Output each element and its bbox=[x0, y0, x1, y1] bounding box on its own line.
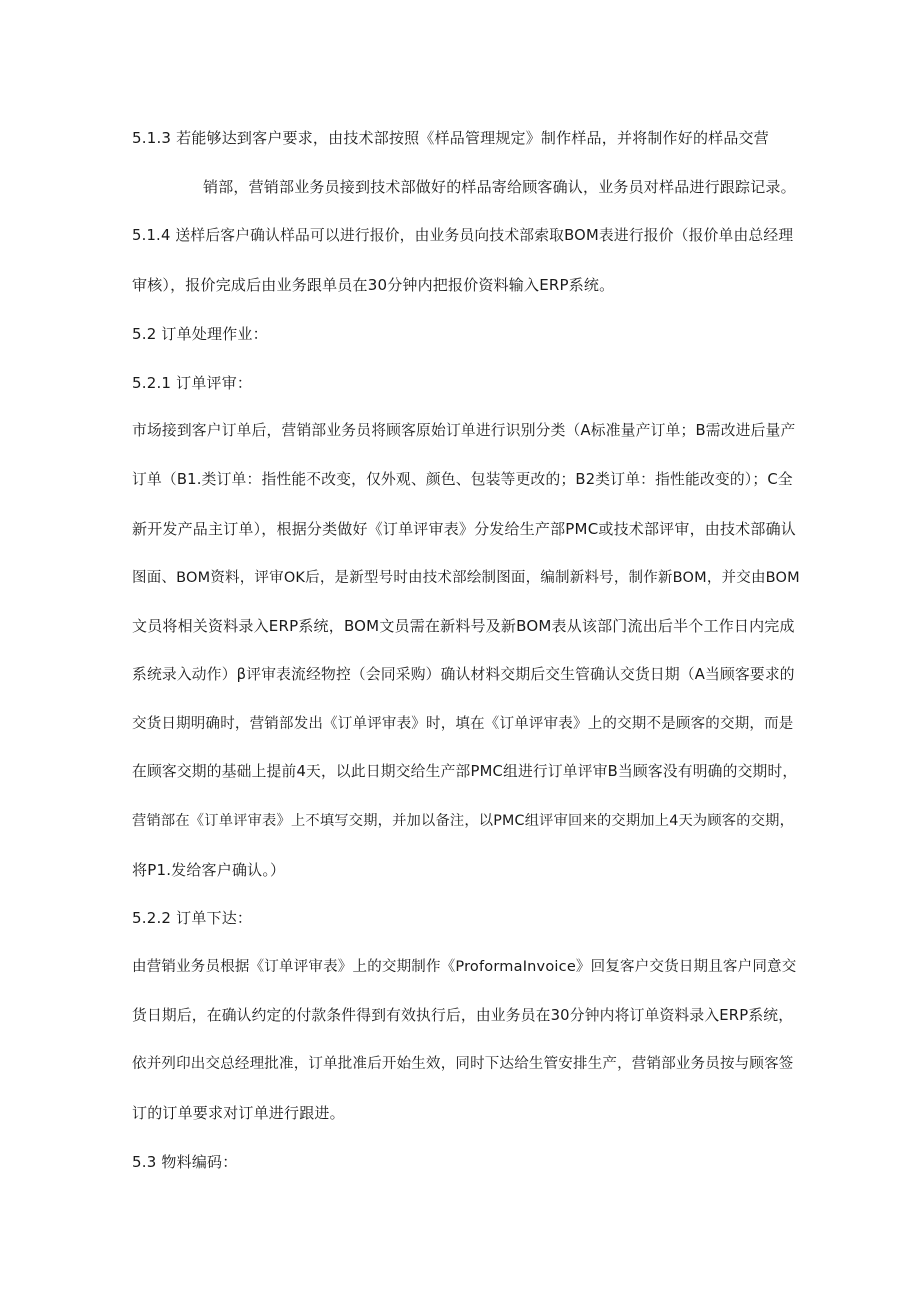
paragraph-line: 图面、BOM资料，评审OK后，是新型号时由技术部绘制图面，编制新料号，制作新BOM，并交由BOM bbox=[132, 570, 800, 586]
paragraph-line: 审核），报价完成后由业务跟单员在30分钟内把报价资料输入ERP系统。 bbox=[132, 276, 615, 294]
paragraph-line: 订单（B1.类订单：指性能不改变，仅外观、颜色、包装等更改的；B2类订单：指性能改变的）；C全 bbox=[132, 471, 793, 488]
paragraph-line: 市场接到客户订单后，营销部业务员将顾客原始订单进行识别分类（A标准量产订单；B需改进后量产 bbox=[132, 422, 796, 439]
section-heading-5-3: 5.3 物料编码： bbox=[132, 1153, 238, 1171]
paragraph-line: 将P1.发给客户确认。） bbox=[132, 861, 286, 879]
paragraph-line: 在顾客交期的基础上提前4天，以此日期交给生产部PMC组进行订单评审B当顾客没有明确的交期时， bbox=[132, 763, 798, 780]
paragraph-line: 依并列印出交总经理批准，订单批准后开始生效，同时下达给生管安排生产，营销部业务员按与顾客签 bbox=[132, 1056, 794, 1072]
section-heading-5-2-1: 5.2.1 订单评审： bbox=[132, 374, 253, 392]
paragraph-line: 交货日期明确时，营销部发出《订单评审表》时，填在《订单评审表》上的交期不是顾客的交期，而是 bbox=[132, 716, 794, 732]
section-heading-5-2-2: 5.2.2 订单下达： bbox=[132, 909, 253, 927]
paragraph-line: 销部，营销部业务员接到技术部做好的样品寄给顾客确认，业务员对样品进行跟踪记录。 bbox=[203, 178, 796, 196]
paragraph-line: 新开发产品主订单），根据分类做好《订单评审表》分发给生产部PMC或技术部评审，由技术部确认 bbox=[132, 520, 796, 538]
paragraph-line: 营销部在《订单评审表》上不填写交期，并加以备注，以PMC组评审回来的交期加上4天为顾客的交期， bbox=[132, 813, 795, 829]
section-heading-5-2: 5.2 订单处理作业： bbox=[132, 325, 268, 343]
paragraph-line: 订的订单要求对订单进行跟进。 bbox=[132, 1104, 345, 1122]
paragraph-line-5-1-4: 5.1.4 送样后客户确认样品可以进行报价，由业务员向技术部索取BOM表进行报价（报价单由总经理 bbox=[132, 227, 794, 244]
paragraph-line-5-1-3: 5.1.3 若能够达到客户要求，由技术部按照《样品管理规定》制作样品，并将制作好的样品交营 bbox=[132, 129, 769, 147]
paragraph-line: 文员将相关资料录入ERP系统，BOM文员需在新料号及新BOM表从该部门流出后半个工作日内完成 bbox=[132, 617, 795, 635]
paragraph-line: 系统录入动作）β评审表流经物控（会同采购）确认材料交期后交生管确认交货日期（A当顾客要求的 bbox=[132, 666, 795, 683]
paragraph-line: 货日期后，在确认约定的付款条件得到有效执行后，由业务员在30分钟内将订单资料录入ERP系统， bbox=[132, 1007, 794, 1024]
paragraph-line: 由营销业务员根据《订单评审表》上的交期制作《ProformaInvoice》回复客户交货日期且客户同意交 bbox=[132, 959, 797, 975]
